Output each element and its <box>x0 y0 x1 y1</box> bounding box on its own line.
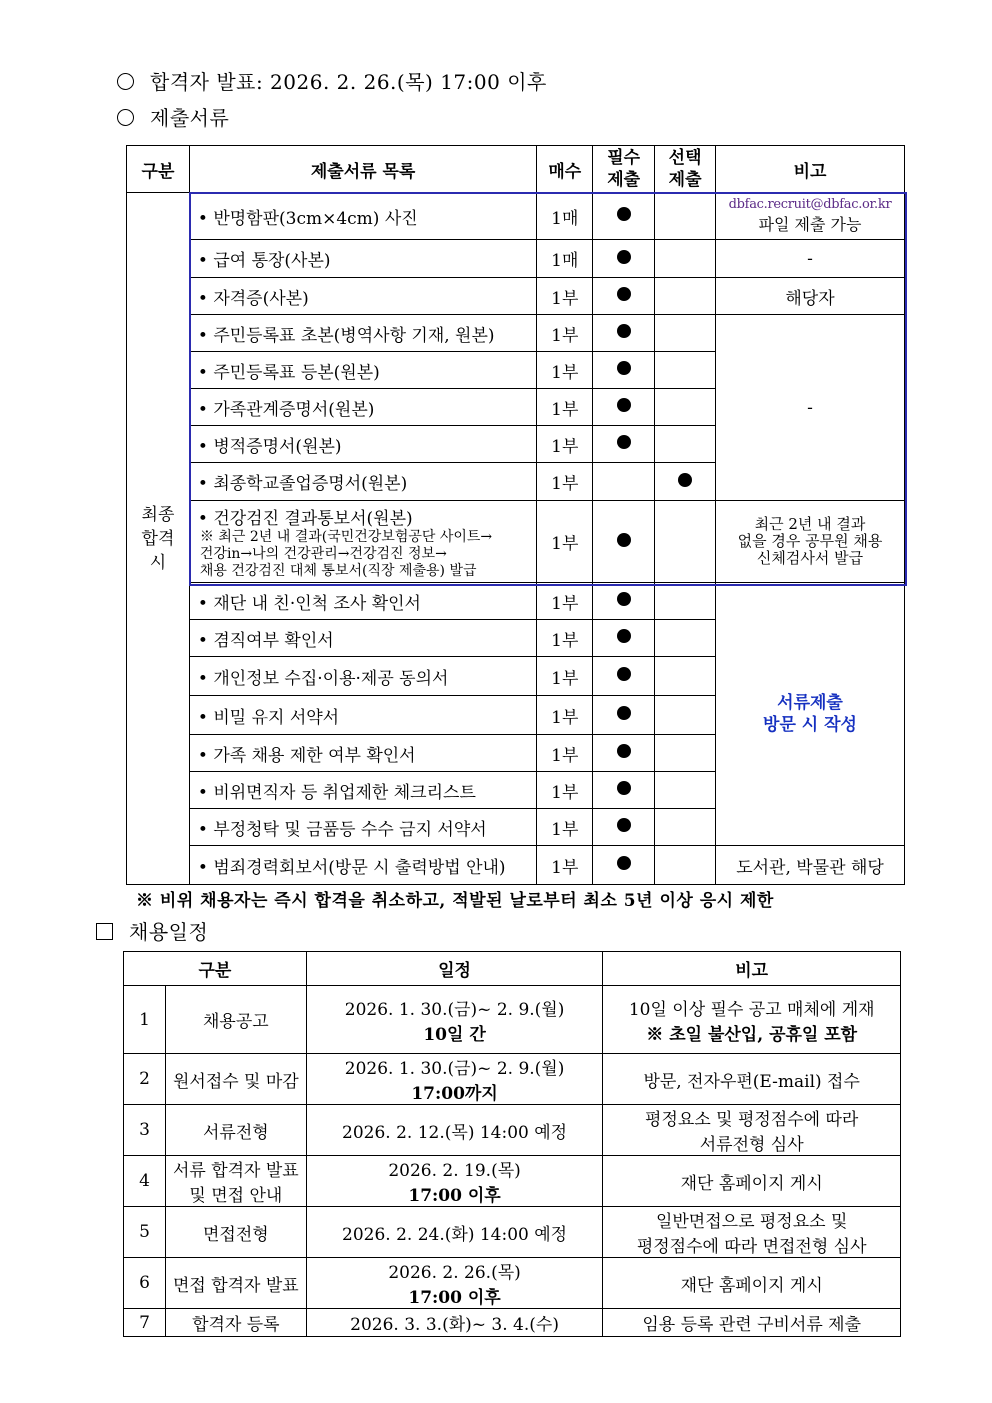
doc-count: 1부 <box>537 583 593 620</box>
doc-name: • 겸직여부 확인서 <box>189 620 536 657</box>
table-row <box>124 1258 901 1309</box>
optional-cell <box>655 501 716 583</box>
remark-email: dbfac.recruit@dbfac.or.kr <box>728 197 892 212</box>
header-count: 매수 <box>537 146 593 193</box>
note-cell <box>603 1105 901 1156</box>
remark-cell: 해당자 <box>716 278 905 315</box>
remark-cell: 최근 2년 내 결과 없을 경우 공무원 채용 신체검사서 발급 <box>716 501 905 583</box>
filled-dot-icon <box>617 207 631 221</box>
required-cell <box>593 352 655 389</box>
doc-count: 1부 <box>537 389 593 426</box>
note-text: 일반면접으로 평정요소 및 <box>655 1212 848 1232</box>
optional-cell <box>655 620 716 657</box>
optional-cell <box>655 389 716 426</box>
step-name: 서류 합격자 발표 및 면접 안내 <box>165 1156 306 1207</box>
announce-text: 합격자 발표: 2026. 2. 26.(목) 17:00 이후 <box>150 70 547 94</box>
required-cell <box>593 657 655 696</box>
filled-dot-icon <box>617 435 631 449</box>
table-row <box>124 986 901 1054</box>
header-category: 구분 <box>127 146 190 193</box>
date-text: 2026. 1. 30.(금)~ 2. 9.(월) <box>344 1059 565 1079</box>
doc-name: • 부정청탁 및 금품등 수수 금지 서약서 <box>189 809 536 846</box>
date-cell <box>306 986 603 1054</box>
step-name: 원서접수 및 마감 <box>165 1054 306 1105</box>
optional-cell <box>655 240 716 278</box>
step-name: 서류전형 <box>165 1105 306 1156</box>
required-cell <box>593 315 655 352</box>
required-cell <box>593 193 655 240</box>
doc-name-cell <box>189 501 536 583</box>
doc-name: • 비위면직자 등 취업제한 체크리스트 <box>189 772 536 809</box>
doc-count: 1부 <box>537 696 593 735</box>
table-row <box>127 193 905 240</box>
optional-cell <box>655 583 716 620</box>
optional-cell <box>655 735 716 772</box>
note-cell <box>603 1207 901 1258</box>
required-cell <box>593 846 655 885</box>
required-cell <box>593 240 655 278</box>
documents-table <box>126 145 905 885</box>
step-name: 합격자 등록 <box>165 1309 306 1337</box>
doc-name: • 자격증(사본) <box>189 278 536 315</box>
category-cell: 최종 합격 시 <box>127 193 190 885</box>
date-text: 2026. 3. 3.(화)~ 3. 4.(수) <box>306 1309 603 1337</box>
required-cell <box>593 696 655 735</box>
circle-bullet-icon <box>117 109 134 126</box>
doc-name: • 주민등록표 등본(원본) <box>189 352 536 389</box>
date-detail: 17:00 이후 <box>408 1186 501 1206</box>
doc-name: • 최종학교졸업증명서(원본) <box>189 463 536 501</box>
row-number: 3 <box>124 1105 166 1156</box>
filled-dot-icon <box>617 856 631 870</box>
square-bullet-icon <box>96 923 113 940</box>
note-text: 10일 이상 필수 공고 매체에 게재 <box>628 999 875 1020</box>
doc-name: • 가족관계증명서(원본) <box>189 389 536 426</box>
header-category: 구분 <box>124 952 307 986</box>
filled-dot-icon <box>617 533 631 547</box>
note-detail: 서류전형 심사 <box>699 1135 804 1155</box>
header-remarks: 비고 <box>716 146 905 193</box>
date-text: 2026. 2. 26.(목) <box>388 1263 521 1283</box>
doc-count: 1부 <box>537 657 593 696</box>
optional-cell <box>655 463 716 501</box>
doc-count: 1부 <box>537 735 593 772</box>
row-number: 1 <box>124 986 166 1054</box>
warning-text: ※ 비위 채용자는 즉시 합격을 취소하고, 적발된 날로부터 최소 5년 이상 응시 제한 <box>136 891 774 911</box>
header-required: 필수 제출 <box>593 146 655 193</box>
table-row <box>127 240 905 278</box>
note-text: 임용 등록 관련 구비서류 제출 <box>603 1309 901 1337</box>
optional-cell <box>655 352 716 389</box>
step-name: 면접전형 <box>165 1207 306 1258</box>
filled-dot-icon <box>678 473 692 487</box>
optional-cell <box>655 846 716 885</box>
row-number: 4 <box>124 1156 166 1207</box>
optional-cell <box>655 772 716 809</box>
remark-cell: 도서관, 박물관 해당 <box>716 846 905 885</box>
date-detail: 17:00 이후 <box>408 1288 501 1308</box>
doc-name: • 범죄경력회보서(방문 시 출력방법 안내) <box>189 846 536 885</box>
optional-cell <box>655 657 716 696</box>
doc-count: 1부 <box>537 620 593 657</box>
documents-header-row <box>127 146 905 193</box>
filled-dot-icon <box>617 818 631 832</box>
table-row <box>127 846 905 885</box>
note-text: 재단 홈페이지 게시 <box>603 1258 901 1309</box>
header-list: 제출서류 목록 <box>189 146 536 193</box>
doc-count: 1부 <box>537 352 593 389</box>
required-cell <box>593 278 655 315</box>
filled-dot-icon <box>617 667 631 681</box>
header-date: 일정 <box>306 952 603 986</box>
doc-count: 1부 <box>537 315 593 352</box>
doc-count: 1매 <box>537 193 593 240</box>
optional-cell <box>655 193 716 240</box>
row-number: 6 <box>124 1258 166 1309</box>
filled-dot-icon <box>617 324 631 338</box>
doc-count: 1부 <box>537 772 593 809</box>
docs-heading-line <box>117 102 229 131</box>
doc-name: • 주민등록표 초본(병역사항 기재, 원본) <box>189 315 536 352</box>
announce-line <box>117 66 547 95</box>
remark-visit: 서류제출 방문 시 작성 <box>716 583 905 846</box>
doc-name: • 병적증명서(원본) <box>189 426 536 463</box>
optional-cell <box>655 696 716 735</box>
note-text: 재단 홈페이지 게시 <box>603 1156 901 1207</box>
doc-name: • 재단 내 친·인척 조사 확인서 <box>189 583 536 620</box>
date-detail: 17:00까지 <box>411 1084 498 1104</box>
remark-cell <box>716 193 905 240</box>
required-cell <box>593 501 655 583</box>
required-cell <box>593 426 655 463</box>
filled-dot-icon <box>617 781 631 795</box>
step-name: 면접 합격자 발표 <box>165 1258 306 1309</box>
date-text: 2026. 2. 19.(목) <box>388 1161 521 1181</box>
date-cell <box>306 1156 603 1207</box>
required-cell <box>593 463 655 501</box>
date-cell <box>306 1258 603 1309</box>
filled-dot-icon <box>617 592 631 606</box>
doc-count: 1부 <box>537 463 593 501</box>
filled-dot-icon <box>617 398 631 412</box>
table-row <box>127 583 905 620</box>
table-row <box>127 278 905 315</box>
filled-dot-icon <box>617 287 631 301</box>
remark-cell: - <box>716 240 905 278</box>
note-text: 방문, 전자우편(E-mail) 접수 <box>603 1054 901 1105</box>
required-cell <box>593 809 655 846</box>
note-detail: 평정점수에 따라 면접전형 심사 <box>636 1237 867 1257</box>
date-cell <box>306 1054 603 1105</box>
date-text: 2026. 2. 24.(화) 14:00 예정 <box>306 1207 603 1258</box>
filled-dot-icon <box>617 744 631 758</box>
doc-name: • 비밀 유지 서약서 <box>189 696 536 735</box>
table-row <box>124 1309 901 1337</box>
table-row <box>124 1105 901 1156</box>
filled-dot-icon <box>617 706 631 720</box>
header-optional: 선택 제출 <box>655 146 716 193</box>
header-remarks: 비고 <box>603 952 901 986</box>
optional-cell <box>655 809 716 846</box>
optional-cell <box>655 315 716 352</box>
required-cell <box>593 772 655 809</box>
doc-count: 1부 <box>537 278 593 315</box>
doc-name: • 가족 채용 제한 여부 확인서 <box>189 735 536 772</box>
note-cell <box>603 986 901 1054</box>
table-row <box>127 501 905 583</box>
schedule-heading-line <box>96 916 208 945</box>
required-cell <box>593 620 655 657</box>
optional-cell <box>655 278 716 315</box>
doc-count: 1매 <box>537 240 593 278</box>
doc-name: • 개인정보 수집·이용·제공 동의서 <box>189 657 536 696</box>
required-cell <box>593 735 655 772</box>
doc-name: • 급여 통장(사본) <box>189 240 536 278</box>
date-text: 2026. 2. 12.(목) 14:00 예정 <box>306 1105 603 1156</box>
filled-dot-icon <box>617 629 631 643</box>
doc-subnote: ※ 최근 2년 내 결과(국민건강보험공단 사이트→ 건강in→나의 건강관리→건강검진 정보→ 채용 건강검진 대체 통보서(직장 제출용) 발급 <box>199 528 493 579</box>
row-number: 2 <box>124 1054 166 1105</box>
doc-count: 1부 <box>537 501 593 583</box>
table-row <box>124 1156 901 1207</box>
remark-cell: - <box>716 315 905 501</box>
required-cell <box>593 583 655 620</box>
doc-count: 1부 <box>537 426 593 463</box>
row-number: 7 <box>124 1309 166 1337</box>
date-text: 2026. 1. 30.(금)~ 2. 9.(월) <box>344 999 565 1020</box>
circle-bullet-icon <box>117 73 134 90</box>
optional-cell <box>655 426 716 463</box>
doc-count: 1부 <box>537 809 593 846</box>
schedule-table <box>123 951 901 1337</box>
required-cell <box>593 389 655 426</box>
step-name: 채용공고 <box>165 986 306 1054</box>
table-row <box>124 1207 901 1258</box>
remark-note: 파일 제출 가능 <box>758 215 862 234</box>
doc-name: • 반명함판(3cm×4cm) 사진 <box>189 193 536 240</box>
schedule-header-row <box>124 952 901 986</box>
table-row <box>127 315 905 352</box>
schedule-heading: 채용일정 <box>129 920 209 944</box>
doc-count: 1부 <box>537 846 593 885</box>
date-detail: 10일 간 <box>423 1024 486 1045</box>
note-detail: ※ 초일 불산입, 공휴일 포함 <box>646 1024 858 1045</box>
filled-dot-icon <box>617 250 631 264</box>
filled-dot-icon <box>617 361 631 375</box>
note-text: 평정요소 및 평정점수에 따라 <box>645 1110 859 1130</box>
table-row <box>124 1054 901 1105</box>
row-number: 5 <box>124 1207 166 1258</box>
docs-heading: 제출서류 <box>150 106 230 130</box>
doc-name: • 건강검진 결과통보서(원본) <box>197 508 413 529</box>
